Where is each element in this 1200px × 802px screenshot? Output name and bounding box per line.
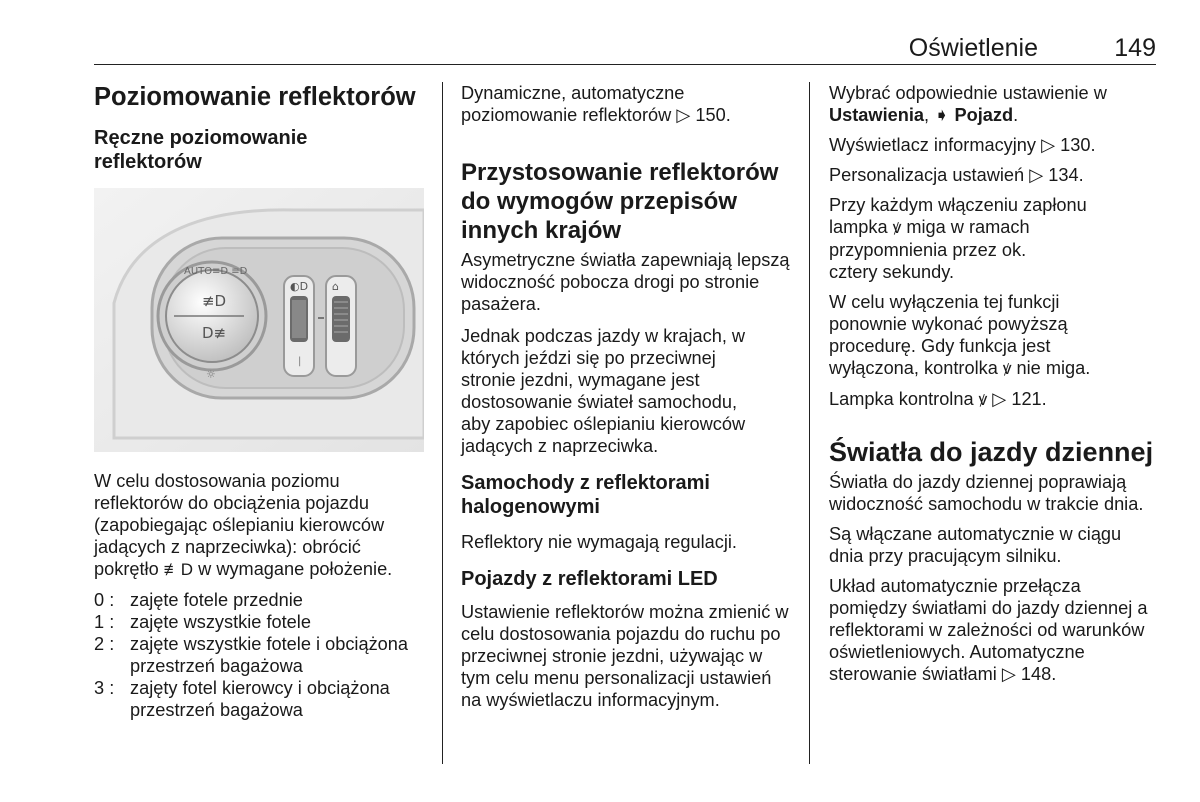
list-item — [94, 611, 426, 633]
paragraph-continued — [461, 82, 761, 126]
column-divider-1 — [442, 82, 443, 764]
paragraph-drl-switch — [829, 575, 1151, 685]
page-ref-arrow-icon: ▷ — [992, 389, 1007, 409]
intro-text-b: w wymagane położenie. — [198, 559, 393, 579]
level-text: zajęte wszystkie fotele — [130, 612, 311, 632]
level-key: 1 — [94, 612, 105, 632]
indicator-lamp-icon: ꝟ — [978, 390, 988, 409]
indicator-lamp-icon: ꝟ — [892, 218, 902, 237]
continued-text: Dynamiczne, automatyczne poziomowanie reflektorów — [461, 83, 685, 125]
personalization-text: Personalizacja ustawień — [829, 165, 1025, 185]
subheading-halogen: Samochody z reflektorami halogenowymi — [461, 472, 710, 518]
indicator-lamp-icon: ꝟ — [1002, 359, 1012, 378]
level-key: 3 — [94, 678, 105, 698]
select-text: Wybrać odpowiednie ustawienie w — [829, 83, 1107, 103]
svg-text:|: | — [298, 356, 302, 367]
disable-text-b: nie miga. — [1016, 358, 1091, 378]
paragraph-asymmetric: Asymetryczne światła zapewniają lepszą widoczność pobocza drogi po stronie pasażera. — [461, 250, 790, 314]
list-item — [94, 589, 426, 611]
list-item — [94, 633, 426, 677]
paragraph-other-countries: Jednak podczas jazdy w krajach, w których jeździ się po przeciwnej stronie jezdni, wymagane jest dostosowanie świateł samochodu, aby zapobiec oślepianiu kierowców jadących z naprzeciwka. — [461, 326, 746, 456]
svg-text:⌂: ⌂ — [332, 280, 339, 293]
level-separator: : — [109, 634, 115, 654]
menu-settings-label: Ustawienia — [829, 105, 925, 125]
menu-vehicle-label: Pojazd — [954, 105, 1014, 125]
level-key: 0 — [94, 590, 105, 610]
paragraph-each-ignition — [829, 194, 1139, 283]
info-display-ref: 130. — [1060, 135, 1096, 155]
column-2 — [461, 82, 793, 711]
paragraph-led: Ustawienie reflektorów można zmienić w celu dostosowania pojazdu do ruchu po przeciwnej stronie jezdni, używając w tym celu menu personalizacji ustawień na wyświetlaczu informacyjnym. — [461, 602, 789, 710]
info-display-text: Wyświetlacz informacyjny — [829, 135, 1037, 155]
paragraph-disable — [829, 291, 1129, 380]
page-ref-arrow-icon: ▷ — [1001, 664, 1016, 684]
level-text: zajęty fotel kierowcy i obciążona przestrzeń bagażowa — [130, 678, 390, 720]
personalization-ref: 134. — [1048, 165, 1084, 185]
each-text-c: cztery sekundy. — [829, 262, 955, 282]
each-text-b: miga w ramach przypomnienia przez ok. — [829, 217, 1030, 260]
paragraph-select-setting: Wybrać odpowiednie ustawienie w Ustawienia, ➧ Pojazd. — [829, 83, 1107, 125]
paragraph-drl-visibility: Światła do jazdy dziennej poprawiają widoczność samochodu w trakcie dnia. — [829, 472, 1144, 514]
paragraph-indicator-lamp — [829, 388, 1159, 411]
each-text-a: Przy każdym włączeniu zapłonu lampka — [829, 195, 1087, 237]
section-heading-adaptation: Przystosowanie reflektorów do wymogów przepisów innych krajów — [461, 159, 779, 244]
column-3 — [829, 82, 1159, 685]
lamp-text: Lampka kontrolna — [829, 389, 974, 409]
headlamp-level-icon: ≢D — [163, 560, 194, 579]
section-title: Oświetlenie — [908, 34, 1038, 62]
paragraph-info-display — [829, 134, 1159, 156]
level-separator: : — [109, 590, 115, 610]
level-list — [94, 589, 426, 721]
level-separator: : — [109, 678, 115, 698]
subheading-manual-leveling: Ręczne poziomowanie reflektorów — [94, 127, 308, 173]
list-item — [94, 677, 426, 721]
paragraph-personalization — [829, 164, 1159, 186]
disable-text-a: W celu wyłączenia tej funkcji ponownie wykonać powyższą procedurę. Gdy funkcja jest wyłączona, kontrolka — [829, 292, 1068, 378]
page-ref-arrow-icon: ▷ — [1029, 165, 1044, 185]
menu-arrow-icon: ➧ — [934, 105, 950, 125]
light-switch-illustration — [94, 188, 424, 452]
level-separator: : — [109, 612, 115, 632]
lamp-ref: 121. — [1011, 389, 1047, 409]
svg-text:≡D ≡D: ≡D ≡D — [212, 266, 248, 277]
level-text: zajęte wszystkie fotele i obciążona przestrzeń bagażowa — [130, 634, 409, 676]
level-text: zajęte fotele przednie — [130, 590, 303, 610]
section-heading-daytime-lights: Światła do jazdy dziennej — [829, 437, 1154, 467]
drl-switch-ref: 148. — [1020, 664, 1057, 684]
page-number: 149 — [1114, 34, 1156, 62]
continued-ref: 150. — [695, 105, 731, 125]
paragraph-intro — [94, 470, 426, 581]
column-divider-2 — [809, 82, 810, 764]
section-heading-headlamp-leveling: Poziomowanie reflektorów — [94, 83, 416, 111]
subheading-led: Pojazdy z reflektorami LED — [461, 568, 718, 590]
drl-switch-text: Układ automatycznie przełącza pomiędzy światłami do jazdy dziennej a reflektorami w zależności od warunków oświetleniowych. Automatyczne sterowanie światłami — [829, 576, 1148, 684]
intro-text-a: W celu dostosowania poziomu reflektorów do obciążenia pojazdu (zapobiegając oślepianiu kierowców jadących z naprzeciwka): obrócić pokrętło — [94, 471, 385, 579]
column-1 — [94, 82, 426, 721]
svg-text:☼: ☼ — [206, 368, 216, 381]
select-end: . — [1013, 105, 1019, 125]
svg-text:◐D: ◐D — [290, 280, 309, 293]
level-key: 2 — [94, 634, 105, 654]
svg-text:D≢: D≢ — [201, 324, 227, 342]
page-ref-arrow-icon: ▷ — [676, 105, 691, 125]
paragraph-drl-auto: Są włączane automatycznie w ciągu dnia przy pracującym silniku. — [829, 524, 1122, 566]
auto-label: AUTO — [184, 266, 213, 277]
running-header — [94, 30, 1156, 65]
page-ref-arrow-icon: ▷ — [1041, 135, 1056, 155]
paragraph-halogen: Reflektory nie wymagają regulacji. — [461, 532, 737, 552]
svg-text:≢D: ≢D — [201, 292, 227, 310]
